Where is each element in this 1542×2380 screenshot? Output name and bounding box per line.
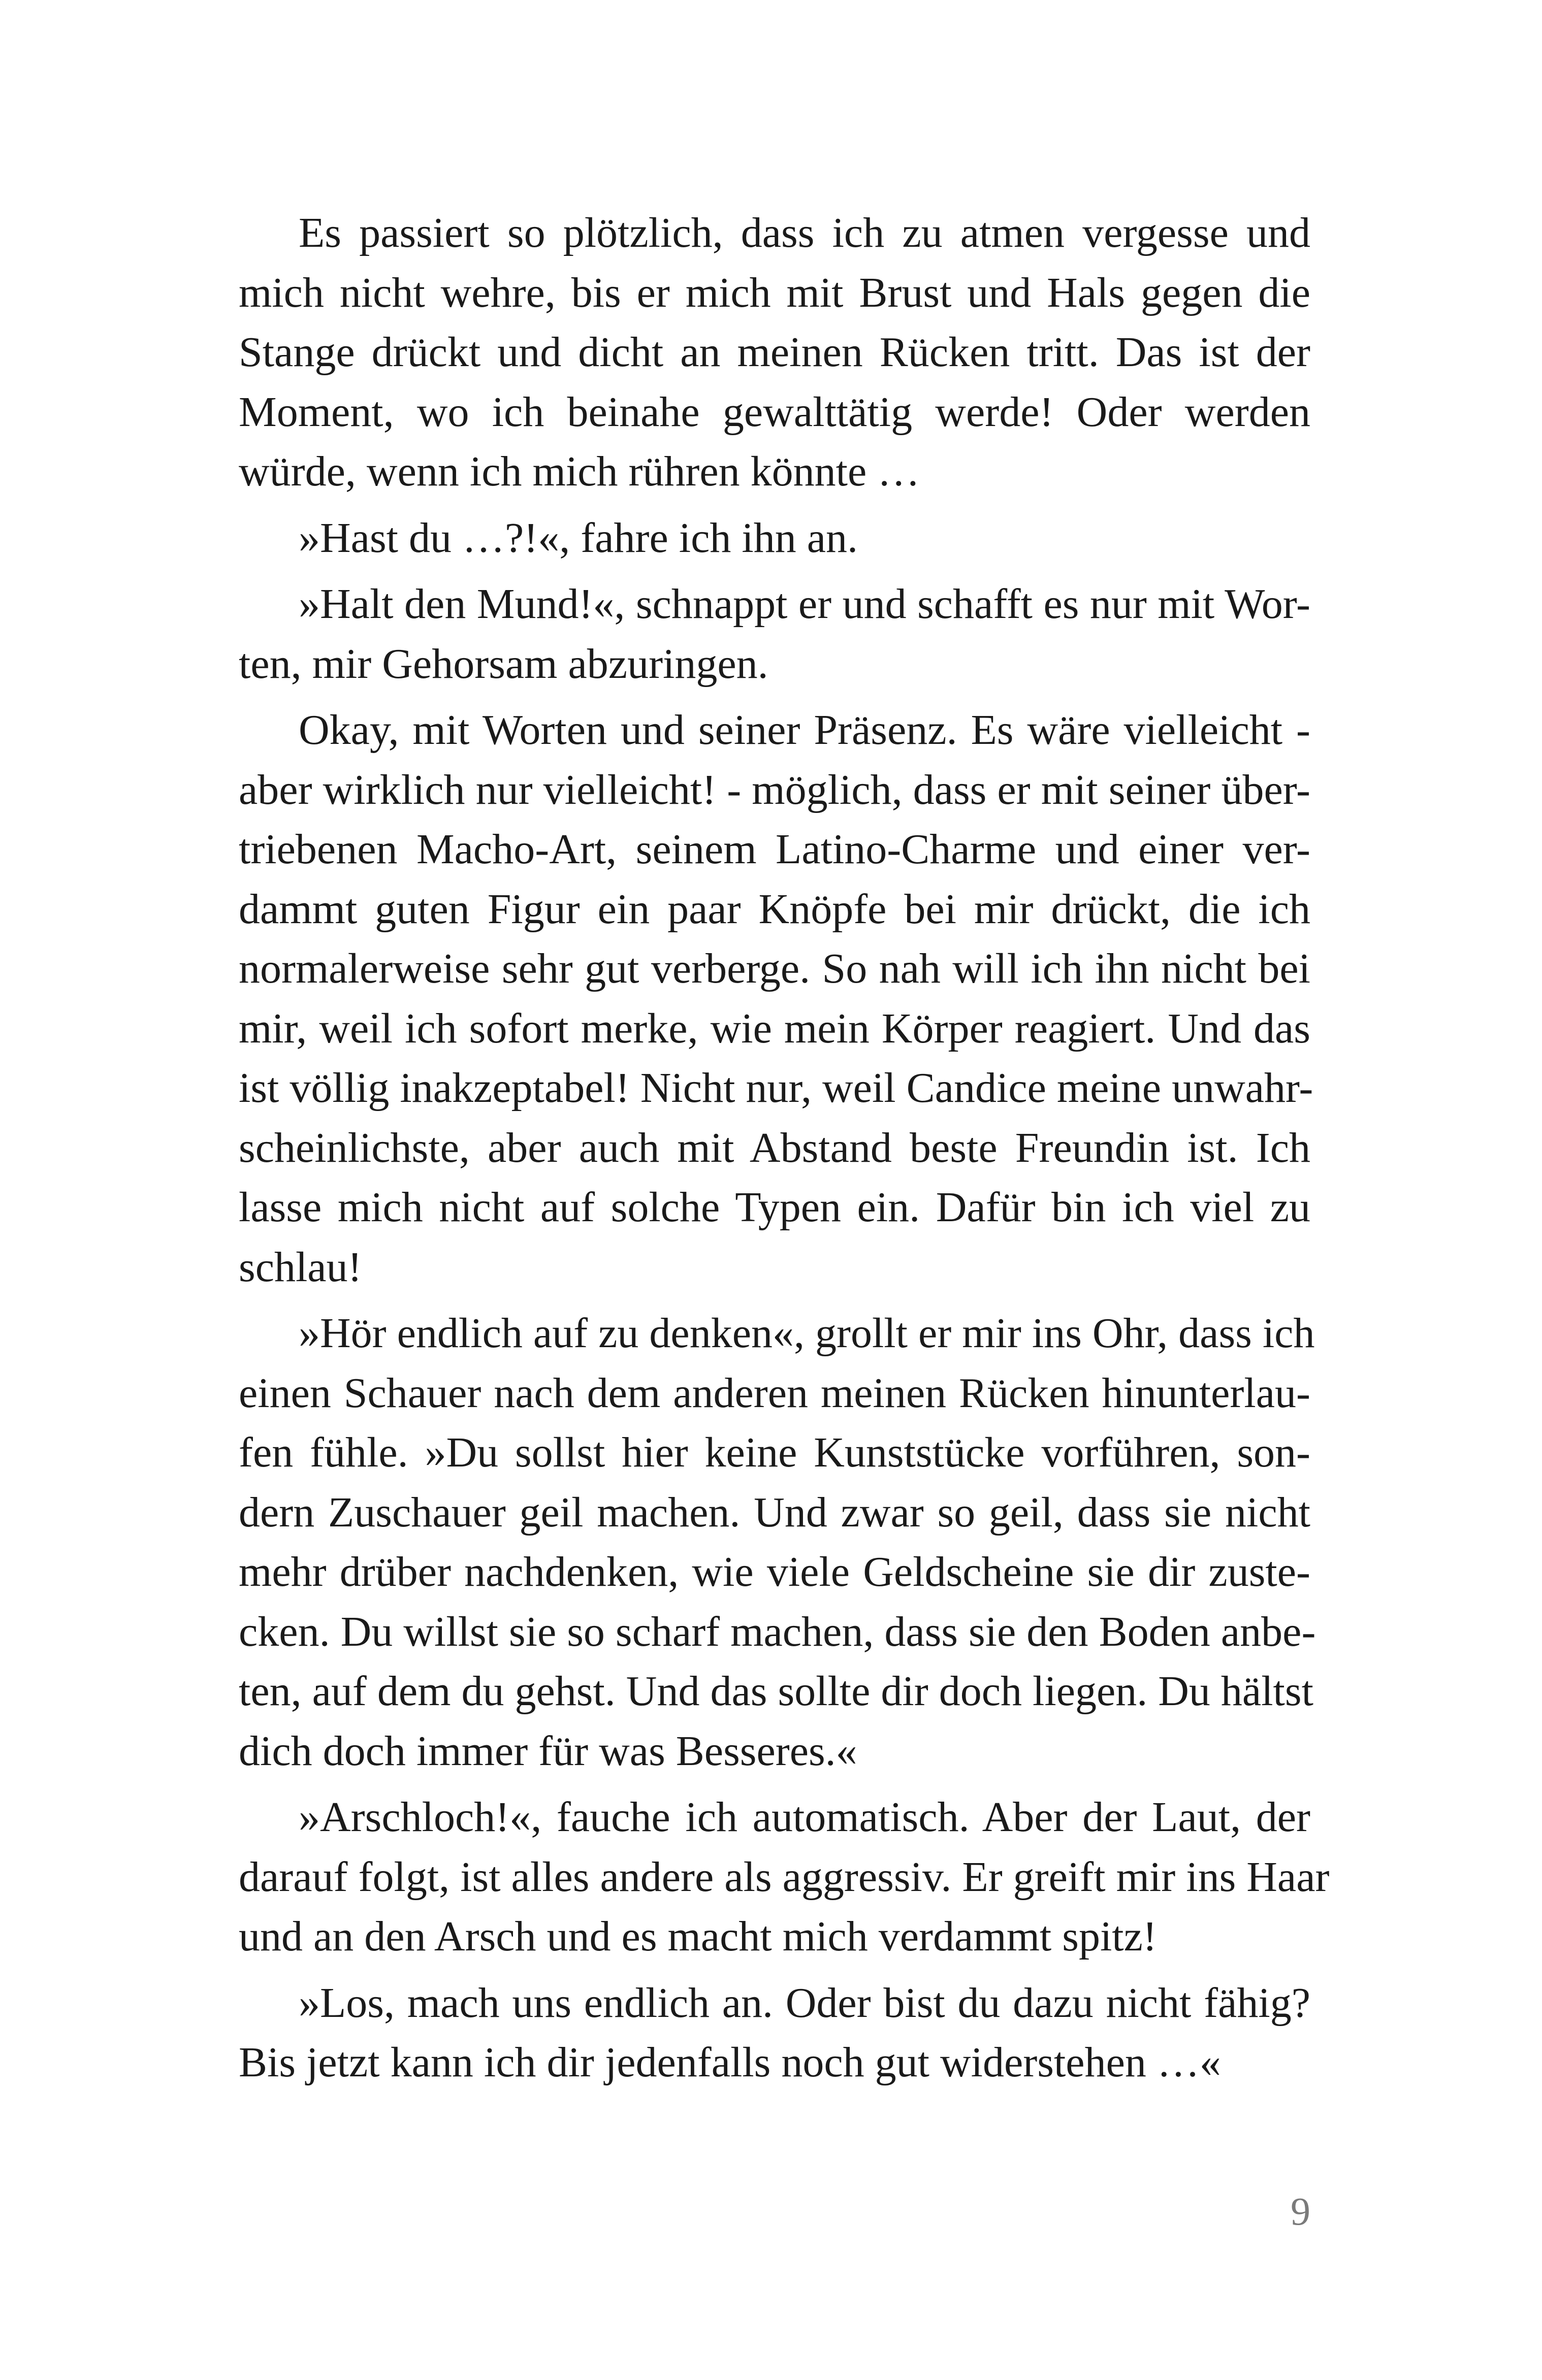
text-line: fen fühle. »Du sollst hier keine Kunststücke vorführen, son-	[239, 1429, 1310, 1476]
text-line: dern Zuschauer geil machen. Und zwar so geil, dass sie nicht	[239, 1488, 1310, 1536]
text-line: cken. Du willst sie so scharf machen, dass sie den Boden anbe-	[239, 1608, 1316, 1655]
text-line: darauf folgt, ist alles andere als aggressiv. Er greift mir ins Haar	[239, 1853, 1330, 1901]
text-line: ten, auf dem du gehst. Und das sollte dir doch liegen. Du hältst	[239, 1668, 1313, 1715]
text-line: Stange drückt und dicht an meinen Rücken tritt. Das ist der	[239, 329, 1310, 376]
text-line: dammt guten Figur ein paar Knöpfe bei mir drückt, die ich	[239, 885, 1310, 933]
text-line: und an den Arsch und es macht mich verdammt spitz!	[239, 1913, 1157, 1960]
text-line: ist völlig inakzeptabel! Nicht nur, weil Candice meine unwahr-	[239, 1064, 1313, 1112]
text-line: »Hör endlich auf zu denken«, grollt er mir ins Ohr, dass ich	[299, 1310, 1315, 1357]
text-line: »Hast du …?!«, fahre ich ihn an.	[299, 514, 858, 562]
text-line: ten, mir Gehorsam abzuringen.	[239, 640, 768, 688]
text-line: würde, wenn ich mich rühren könnte …	[239, 448, 920, 495]
text-line: »Halt den Mund!«, schnappt er und schafft es nur mit Wor-	[299, 580, 1310, 628]
text-line: Es passiert so plötzlich, dass ich zu atmen vergesse und	[299, 209, 1310, 256]
text-line: Bis jetzt kann ich dir jedenfalls noch gut widerstehen …«	[239, 2039, 1221, 2086]
text-line: scheinlichste, aber auch mit Abstand beste Freundin ist. Ich	[239, 1124, 1310, 1171]
text-line: mir, weil ich sofort merke, wie mein Körper reagiert. Und das	[239, 1004, 1310, 1052]
text-line: mich nicht wehre, bis er mich mit Brust und Hals gegen die	[239, 269, 1310, 316]
body-text	[239, 203, 1330, 2093]
text-line: triebenen Macho-Art, seinem Latino-Charme und einer ver-	[239, 826, 1310, 873]
text-line: mehr drüber nachdenken, wie viele Geldscheine sie dir zuste-	[239, 1548, 1310, 1595]
text-line: Okay, mit Worten und seiner Präsenz. Es wäre vielleicht -	[299, 706, 1310, 754]
text-line: einen Schauer nach dem anderen meinen Rücken hinunterlau-	[239, 1369, 1310, 1417]
text-line: schlau!	[239, 1243, 362, 1291]
text-line: dich doch immer für was Besseres.«	[239, 1727, 857, 1775]
text-line: normalerweise sehr gut verberge. So nah will ich ihn nicht bei	[239, 945, 1310, 992]
text-line: Moment, wo ich beinahe gewalttätig werde! Oder werden	[239, 388, 1310, 436]
text-line: »Los, mach uns endlich an. Oder bist du dazu nicht fähig?	[299, 1979, 1310, 2027]
text-line: lasse mich nicht auf solche Typen ein. Dafür bin ich viel zu	[239, 1184, 1310, 1231]
text-line: aber wirklich nur vielleicht! - möglich, dass er mit seiner über-	[239, 766, 1310, 813]
text-line: »Arschloch!«, fauche ich automatisch. Aber der Laut, der	[299, 1794, 1310, 1841]
page-number: 9	[1291, 2189, 1310, 2233]
